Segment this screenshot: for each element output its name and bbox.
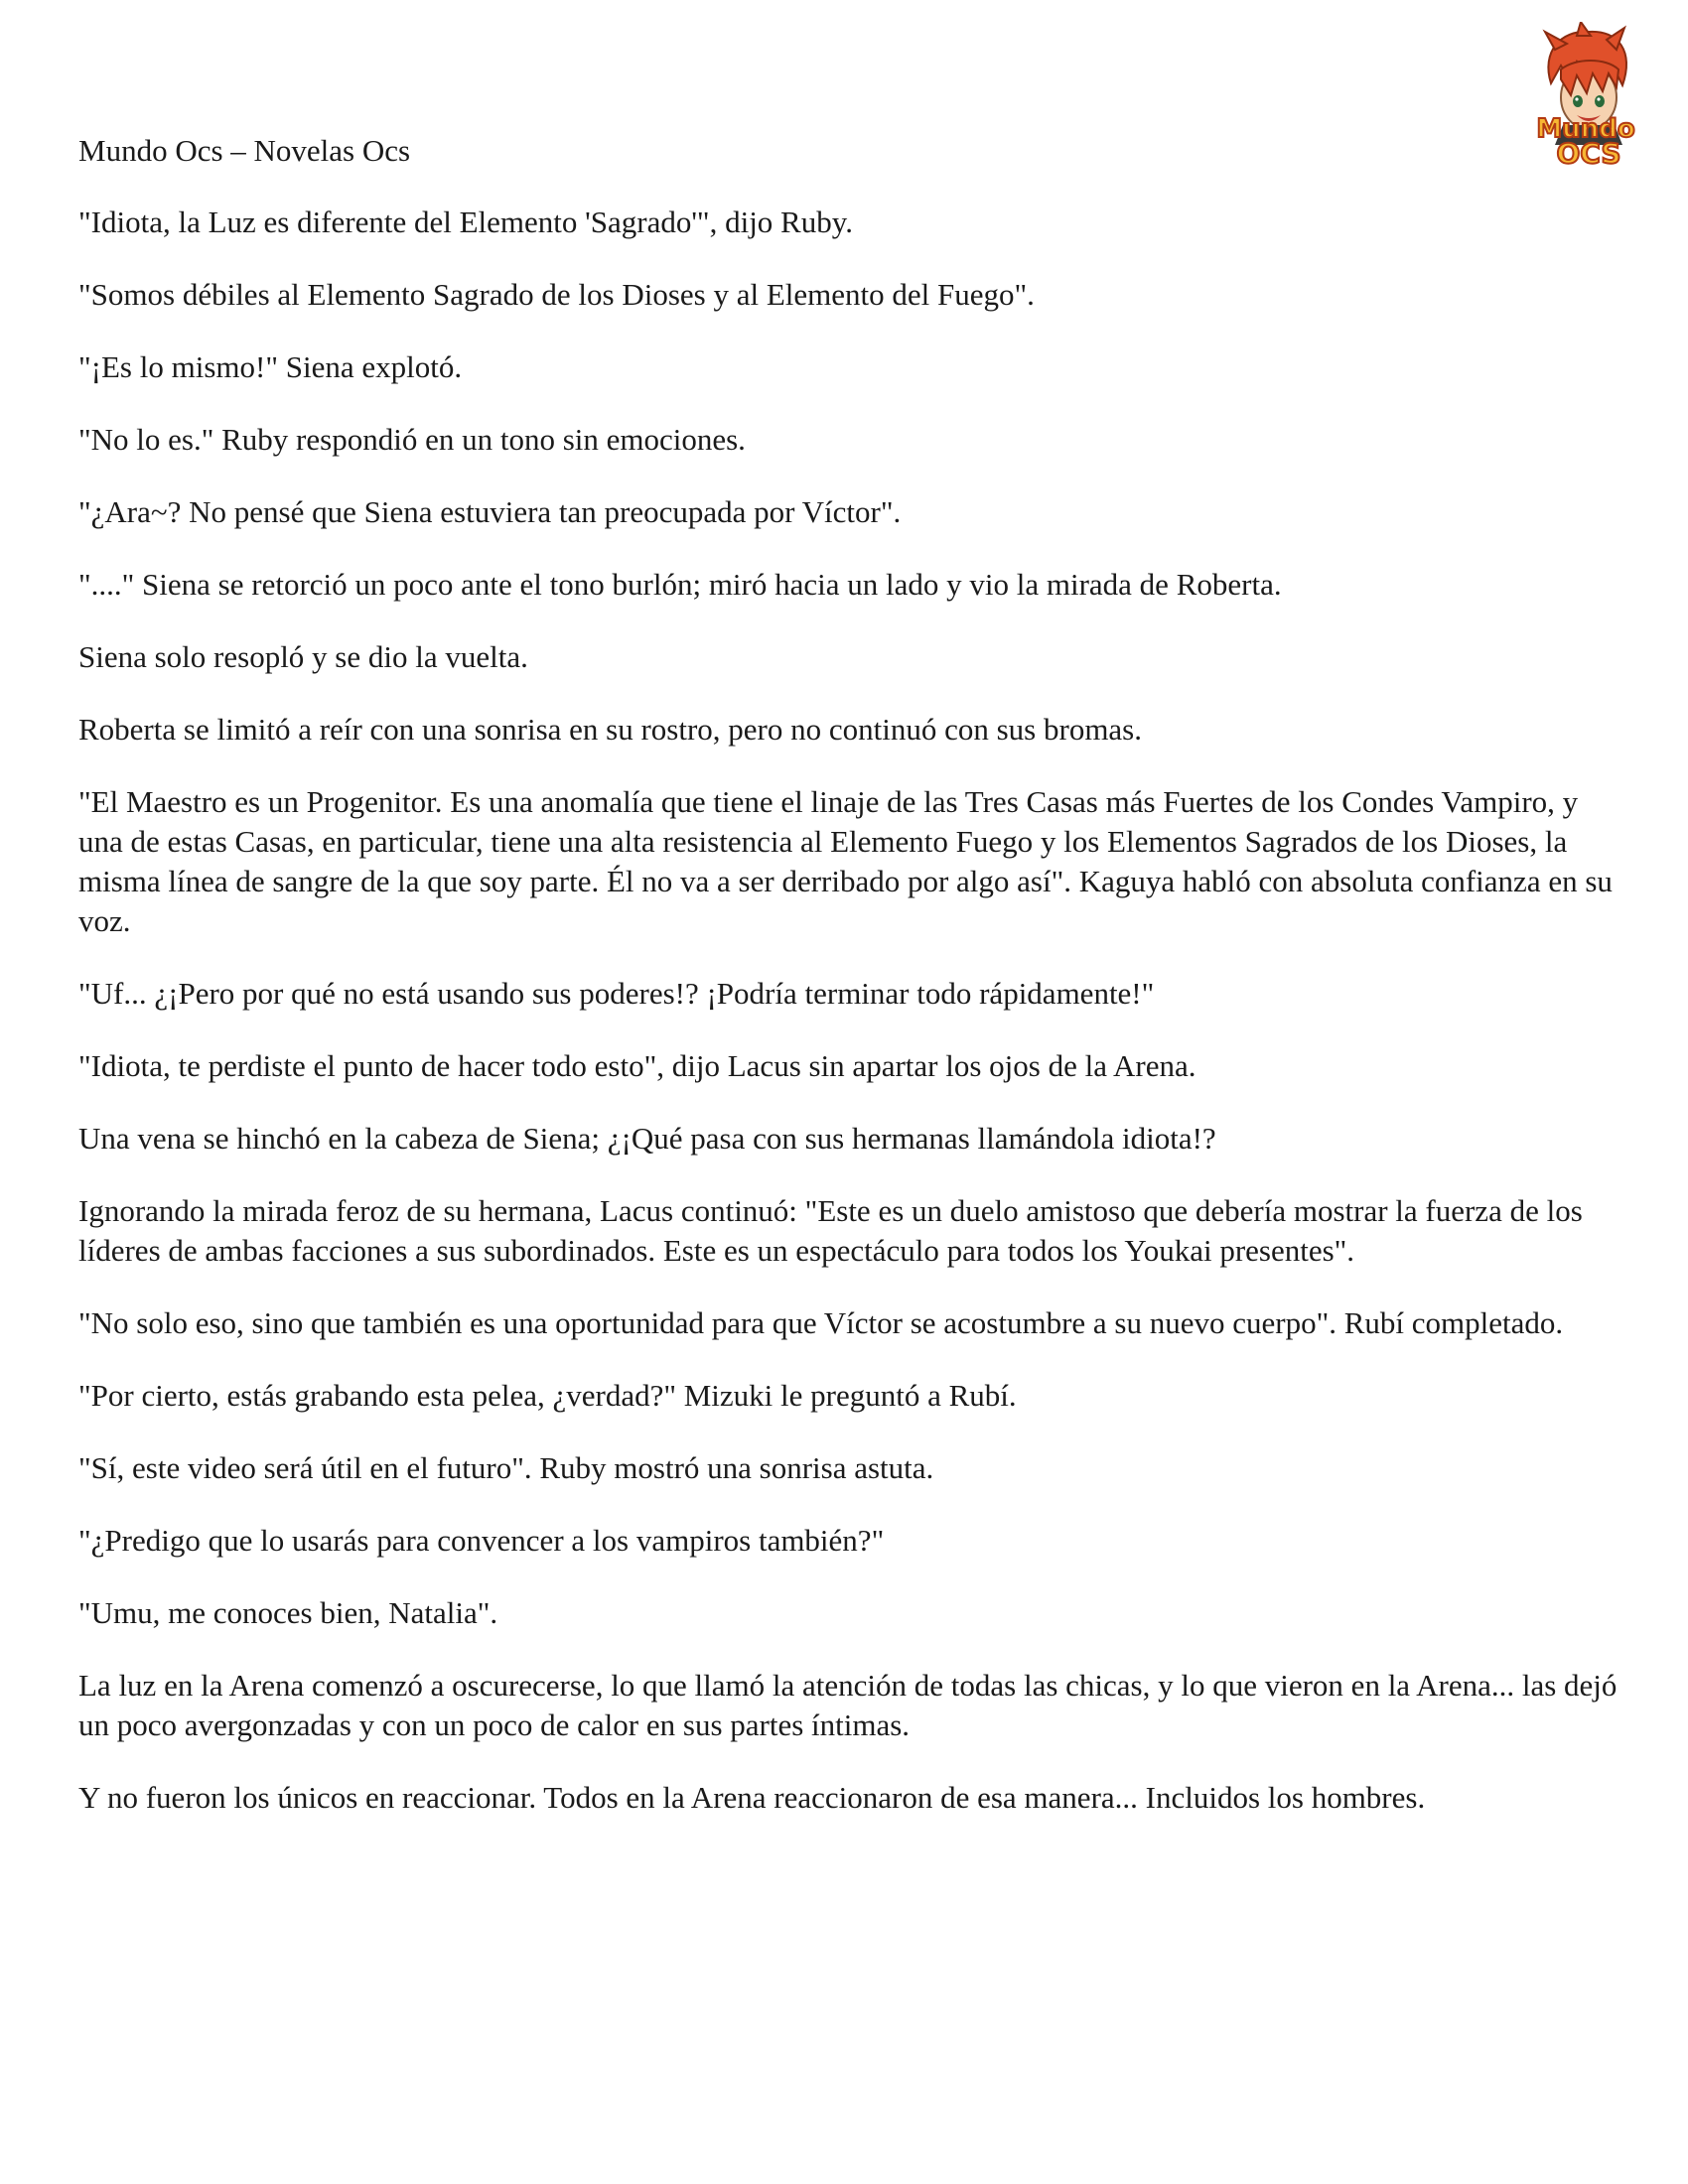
paragraph: Siena solo resopló y se dio la vuelta. <box>78 639 528 674</box>
logo-text-ocs: OCS <box>1556 137 1621 170</box>
mundo-ocs-logo <box>1511 22 1660 171</box>
paragraph: Una vena se hinchó en la cabeza de Siena; ¿¡Qué pasa con sus hermanas llamándola idiota!? <box>78 1121 1216 1156</box>
paragraph: "El Maestro es un Progenitor. Es una anomalía que tiene el linaje de las Tres Casas más Fuertes de los Condes Vampiro, y una de estas Casas, en particular, tiene una alta resistencia al Elemento Fuego y los Elementos Sagrados de los Dioses, la misma línea de sangre de la que soy parte. Él no va a ser derribado por algo así". Kaguya habló con absoluta confianza en su voz. <box>78 784 1613 938</box>
paragraph: "Idiota, la Luz es diferente del Elemento 'Sagrado'", dijo Ruby. <box>78 205 853 239</box>
logo-text-mundo: Mundo <box>1536 114 1635 144</box>
document-header: Mundo Ocs – Novelas Ocs <box>78 133 411 168</box>
paragraph: "...." Siena se retorció un poco ante el tono burlón; miró hacia un lado y vio la mirada de Roberta. <box>78 567 1282 602</box>
paragraph: Y no fueron los únicos en reaccionar. Todos en la Arena reaccionaron de esa manera... Incluidos los hombres. <box>78 1780 1426 1815</box>
logo-graphic <box>1511 22 1660 171</box>
paragraph: "¡Es lo mismo!" Siena explotó. <box>78 349 463 384</box>
paragraph: "Por cierto, estás grabando esta pelea, ¿verdad?" Mizuki le preguntó a Rubí. <box>78 1378 1017 1413</box>
paragraph: La luz en la Arena comenzó a oscurecerse, lo que llamó la atención de todas las chicas, y lo que vieron en la Arena... las dejó un poco avergonzadas y con un poco de calor en sus partes íntimas. <box>78 1668 1618 1742</box>
document-body <box>78 203 1627 1850</box>
paragraph: "Idiota, te perdiste el punto de hacer todo esto", dijo Lacus sin apartar los ojos de la Arena. <box>78 1048 1196 1083</box>
paragraph: Ignorando la mirada feroz de su hermana, Lacus continuó: "Este es un duelo amistoso que debería mostrar la fuerza de los líderes de ambas facciones a sus subordinados. Este es un espectáculo para todos los Youkai presentes". <box>78 1193 1583 1268</box>
paragraph: Roberta se limitó a reír con una sonrisa en su rostro, pero no continuó con sus bromas. <box>78 712 1142 747</box>
paragraph: "No solo eso, sino que también es una oportunidad para que Víctor se acostumbre a su nuevo cuerpo". Rubí completado. <box>78 1305 1564 1340</box>
paragraph: "¿Predigo que lo usarás para convencer a los vampiros también?" <box>78 1523 885 1558</box>
paragraph: "Somos débiles al Elemento Sagrado de los Dioses y al Elemento del Fuego". <box>78 277 1035 312</box>
paragraph: "¿Ara~? No pensé que Siena estuviera tan preocupada por Víctor". <box>78 494 902 529</box>
paragraph: "Uf... ¿¡Pero por qué no está usando sus poderes!? ¡Podría terminar todo rápidamente!" <box>78 976 1155 1011</box>
paragraph: "Sí, este video será útil en el futuro". Ruby mostró una sonrisa astuta. <box>78 1450 934 1485</box>
paragraph: "Umu, me conoces bien, Natalia". <box>78 1595 498 1630</box>
paragraph: "No lo es." Ruby respondió en un tono sin emociones. <box>78 422 746 457</box>
